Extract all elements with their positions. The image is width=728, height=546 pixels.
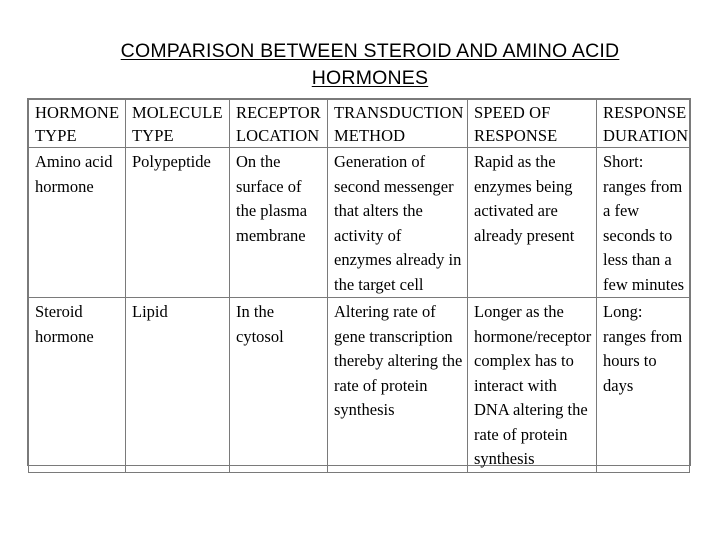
- cell-line: Rapid as the: [474, 152, 556, 171]
- header-speed-of-response: [468, 100, 597, 148]
- table-row-amino-acid-hormone: [29, 148, 690, 298]
- cell-receptor-location: [230, 148, 328, 298]
- header-hormone-type: [29, 100, 126, 148]
- header-line: SPEED OF: [474, 103, 551, 122]
- cell-line: On the: [236, 152, 281, 171]
- cell-line: surface of: [236, 176, 302, 196]
- header-line: HORMONE: [35, 103, 120, 122]
- cell-line: hours to: [603, 351, 657, 370]
- cell-line: Polypeptide: [132, 152, 211, 171]
- cell-line: already present: [474, 225, 575, 245]
- header-line: RESPONSE: [603, 103, 687, 122]
- cell-line: a few: [603, 201, 640, 220]
- header-line: DURATION: [603, 126, 689, 145]
- cell-line: ranges from: [603, 326, 683, 346]
- cell-line: DNA altering the: [474, 400, 588, 419]
- cell-line: second messenger: [334, 176, 454, 196]
- cell-speed-of-response: [468, 298, 597, 473]
- cell-line: that alters the: [334, 201, 423, 220]
- cell-line: ranges from: [603, 176, 683, 196]
- header-line: RESPONSE: [474, 126, 558, 145]
- cell-line: Lipid: [132, 302, 168, 321]
- table-row-steroid-hormone: [29, 298, 690, 473]
- cell-hormone-type: [29, 298, 126, 473]
- slide-title-line-1: COMPARISON BETWEEN STEROID AND AMINO ACID: [120, 40, 620, 62]
- cell-line: complex has to: [474, 351, 574, 370]
- cell-line: the target cell: [334, 274, 424, 294]
- header-line: TYPE: [35, 126, 77, 145]
- cell-molecule-type: [126, 298, 230, 473]
- cell-transduction-method: [328, 148, 468, 298]
- header-line: RECEPTOR: [236, 103, 321, 122]
- cell-response-duration: [597, 298, 690, 473]
- header-transduction-method: [328, 100, 468, 148]
- header-line: LOCATION: [236, 126, 320, 145]
- cell-line: rate of protein: [334, 375, 428, 395]
- header-receptor-location: [230, 100, 328, 148]
- cell-line: gene transcription: [334, 326, 453, 346]
- cell-molecule-type: [126, 148, 230, 298]
- cell-line: Long:: [603, 302, 643, 321]
- header-molecule-type: [126, 100, 230, 148]
- header-line: TRANSDUCTION: [334, 103, 464, 122]
- cell-receptor-location: [230, 298, 328, 473]
- comparison-table-container: [27, 98, 691, 466]
- cell-line: seconds to: [603, 225, 673, 245]
- cell-line: hormone: [35, 176, 94, 196]
- cell-line: membrane: [236, 225, 306, 245]
- slide-title-line-2: HORMONES: [311, 67, 429, 89]
- header-line: MOLECULE: [132, 103, 223, 122]
- cell-line: Altering rate of: [334, 302, 436, 321]
- header-line: METHOD: [334, 126, 406, 145]
- cell-line: Amino acid: [35, 152, 113, 171]
- cell-hormone-type: [29, 148, 126, 298]
- cell-line: activity of: [334, 225, 402, 245]
- cell-line: days: [603, 375, 634, 395]
- cell-line: Generation of: [334, 152, 426, 171]
- cell-line: enzymes already in: [334, 250, 462, 269]
- header-response-duration: [597, 100, 690, 148]
- cell-line: few minutes: [603, 274, 685, 294]
- slide-title: [40, 38, 700, 92]
- cell-line: synthesis: [474, 449, 535, 468]
- comparison-table: [28, 99, 690, 473]
- cell-line: enzymes being: [474, 176, 573, 196]
- cell-line: thereby altering the: [334, 351, 463, 370]
- table-header-row: [29, 100, 690, 148]
- cell-line: hormone: [35, 326, 94, 346]
- cell-line: rate of protein: [474, 424, 568, 444]
- cell-line: cytosol: [236, 326, 284, 346]
- cell-line: Longer as the: [474, 302, 564, 321]
- cell-response-duration: [597, 148, 690, 298]
- cell-line: In the: [236, 302, 275, 321]
- cell-speed-of-response: [468, 148, 597, 298]
- cell-line: synthesis: [334, 400, 395, 419]
- cell-line: hormone/receptor: [474, 326, 592, 346]
- cell-line: interact with: [474, 375, 557, 395]
- cell-line: Steroid: [35, 302, 83, 321]
- cell-line: the plasma: [236, 201, 308, 220]
- cell-line: less than a: [603, 250, 672, 269]
- cell-transduction-method: [328, 298, 468, 473]
- header-line: TYPE: [132, 126, 174, 145]
- cell-line: Short:: [603, 152, 644, 171]
- cell-line: activated are: [474, 201, 558, 220]
